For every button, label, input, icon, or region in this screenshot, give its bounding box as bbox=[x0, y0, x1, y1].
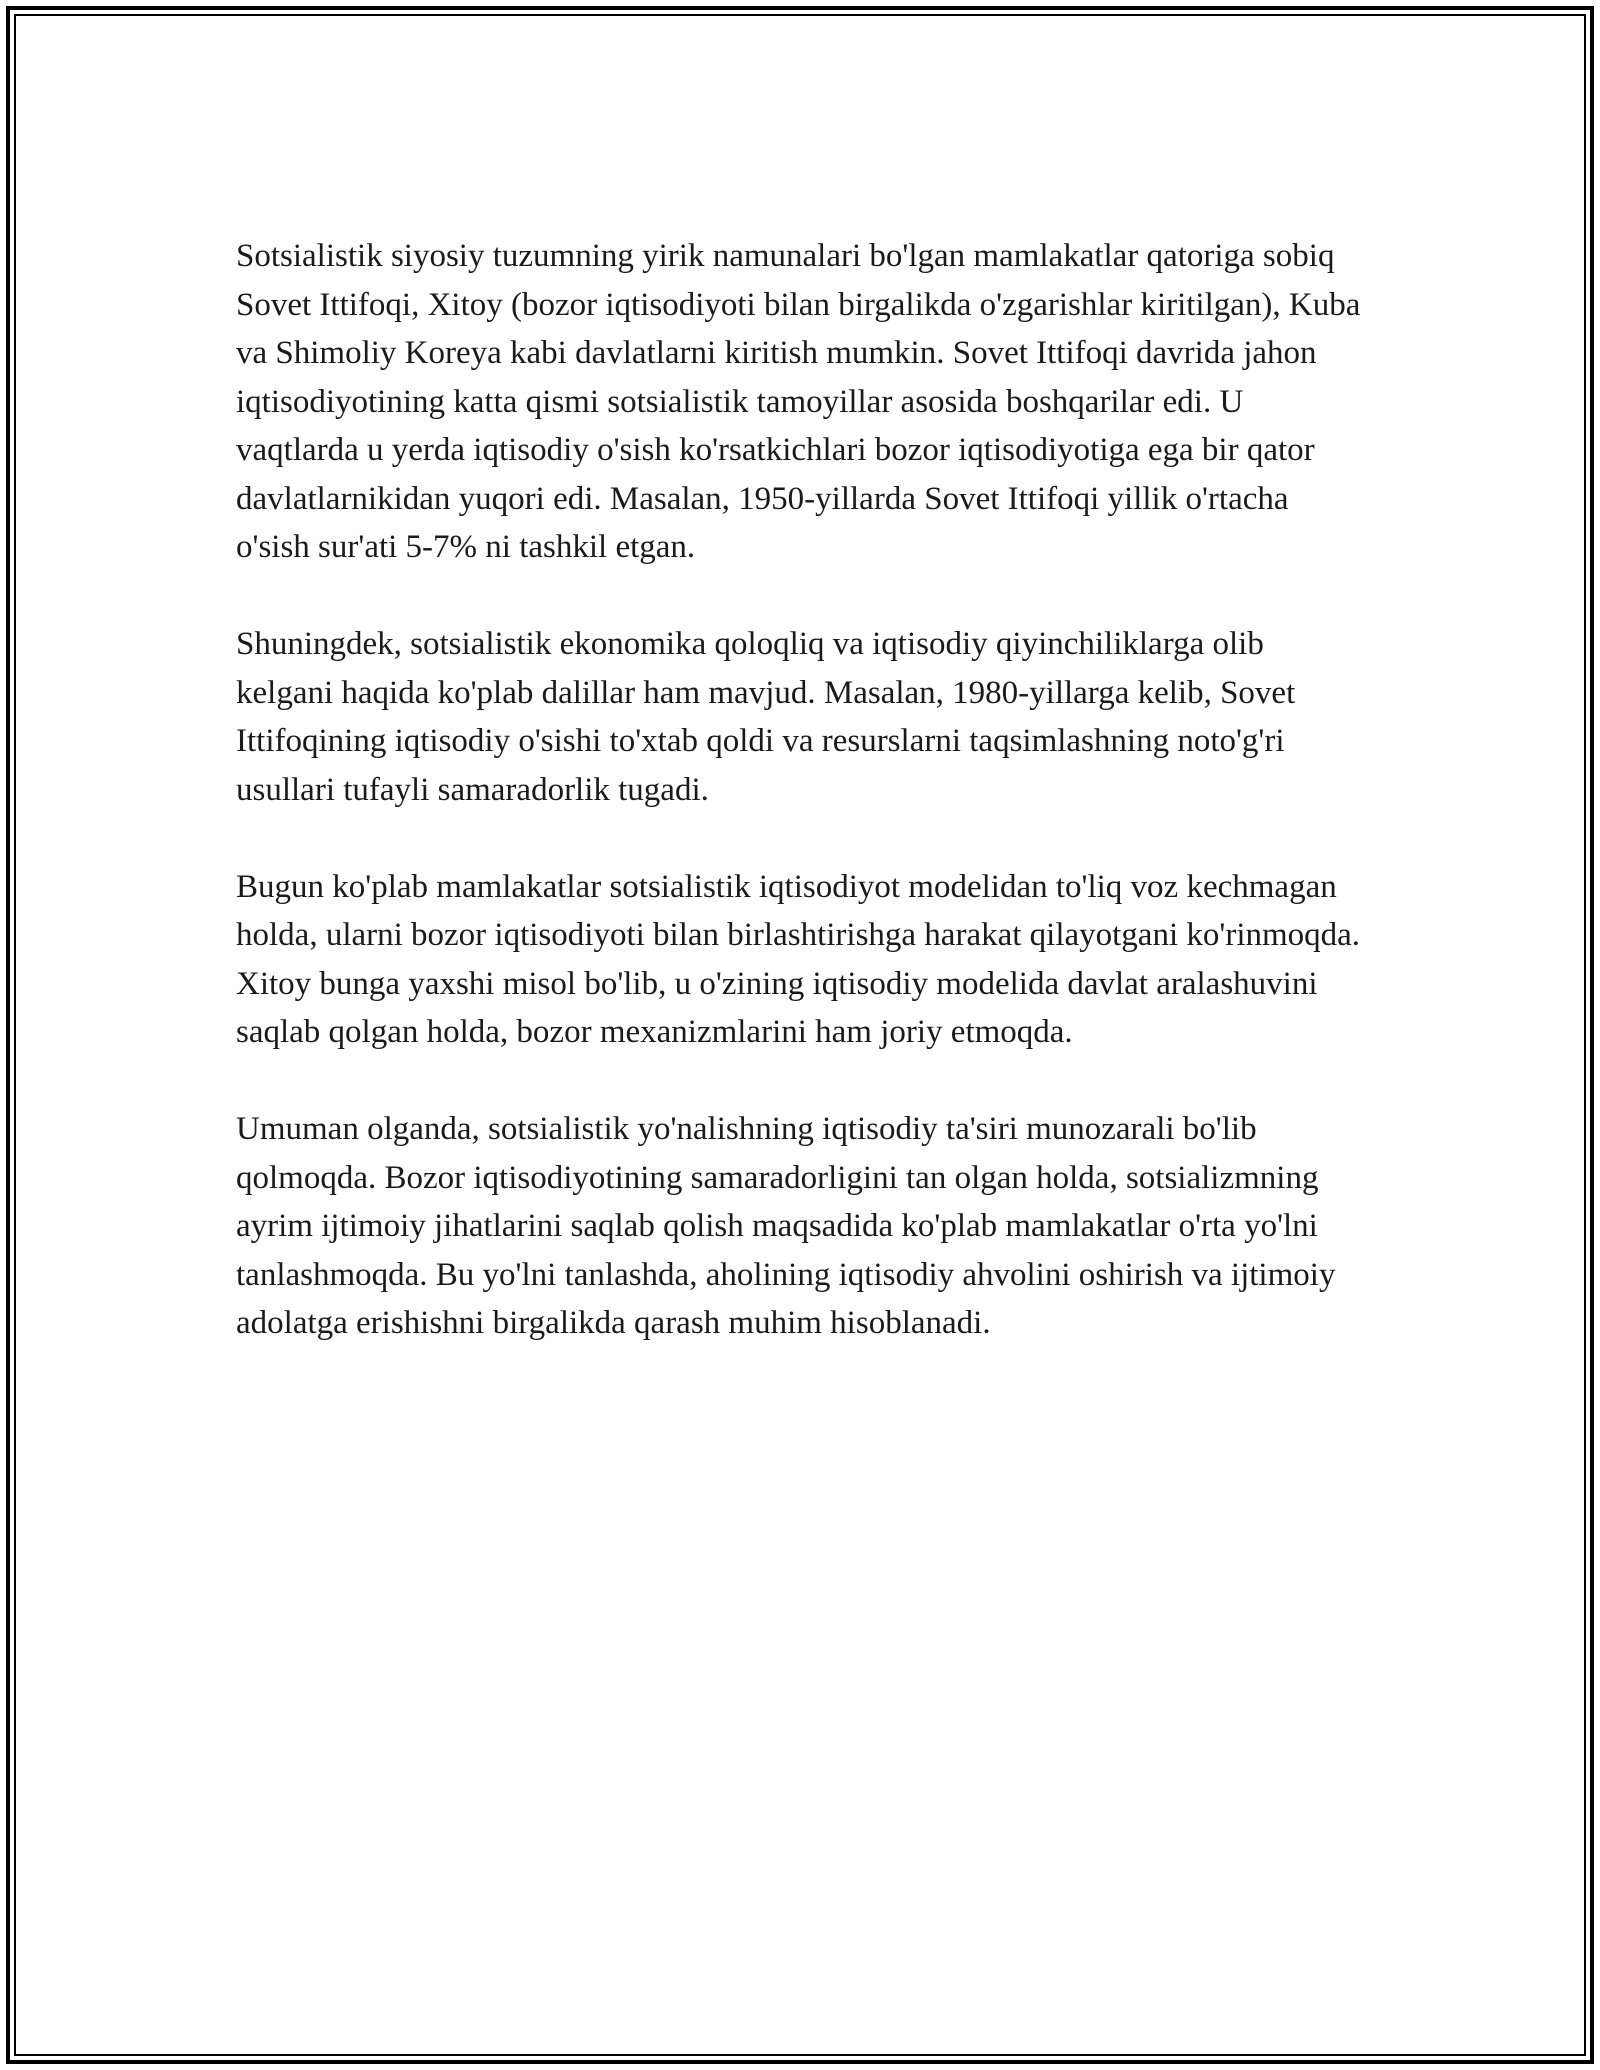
document-body bbox=[236, 232, 1366, 1396]
paragraph-2: Shuningdek, sotsialistik ekonomika qoloqliq va iqtisodiy qiyinchiliklarga olib kelgani haqida ko'plab dalillar ham mavjud. Masalan, 1980-yillarga kelib, Sovet Ittifoqining iqtisodiy o'sishi to'xtab qoldi va resurslarni taqsimlashning noto'g'ri usullari tufayli samaradorlik tugadi. bbox=[236, 626, 1296, 808]
paragraph-3: Bugun ko'plab mamlakatlar sotsialistik iqtisodiyot modelidan to'liq voz kechmagan holda, ularni bozor iqtisodiyoti bilan birlashtirishga harakat qilayotgani ko'rinmoqda. Xitoy bunga yaxshi misol bo'lib, u o'zining iqtisodiy modelida davlat aralashuvini saqlab qolgan holda, bozor mexanizmlarini ham joriy etmoqda. bbox=[236, 868, 1361, 1050]
paragraph-1: Sotsialistik siyosiy tuzumning yirik namunalari bo'lgan mamlakatlar qatoriga sobiq Sovet Ittifoqi, Xitoy (bozor iqtisodiyoti bilan birgalikda o'zgarishlar kiritilgan), Kuba va Shimoliy Koreya kabi davlatlarni kiritish mumkin. Sovet Ittifoqi davrida jahon iqtisodiyotining katta qismi sotsialistik tamoyillar asosida boshqarilar edi. U vaqtlarda u yerda iqtisodiy o'sish ko'rsatkichlari bozor iqtisodiyotiga ega bir qator davlatlarnikidan yuqori edi. Masalan, 1950-yillarda Sovet Ittifoqi yillik o'rtacha o'sish sur'ati 5-7% ni tashkil etgan. bbox=[236, 238, 1361, 565]
paragraph-4: Umuman olganda, sotsialistik yo'nalishning iqtisodiy ta'siri munozarali bo'lib qolmoqda. Bozor iqtisodiyotining samaradorligini tan olgan holda, sotsializmning ayrim ijtimoiy jihatlarini saqlab qolish maqsadida ko'plab mamlakatlar o'rta yo'lni tanlashmoqda. Bu yo'lni tanlashda, aholining iqtisodiy ahvolini oshirish va ijtimoiy adolatga erishishni birgalikda qarash muhim hisoblanadi. bbox=[236, 1111, 1336, 1341]
